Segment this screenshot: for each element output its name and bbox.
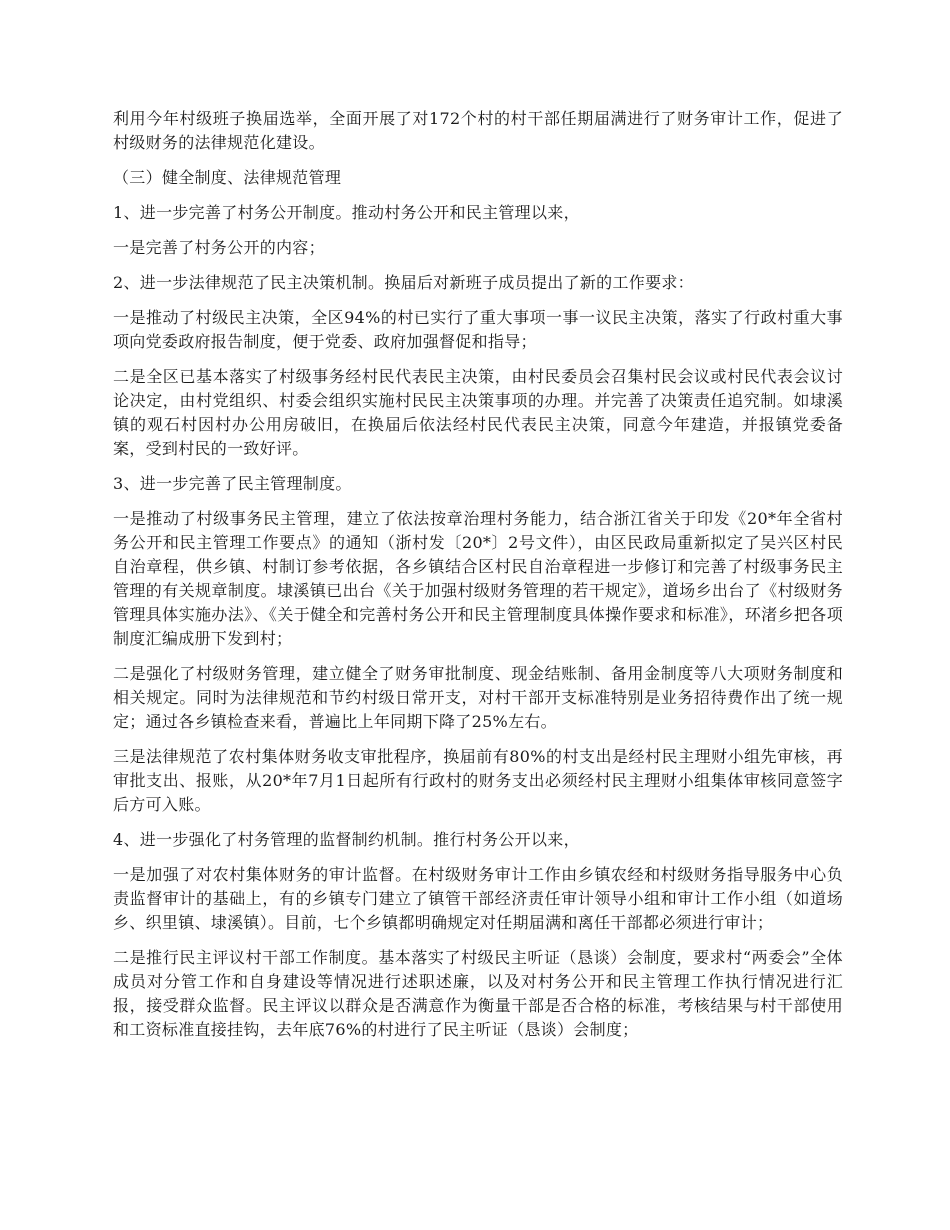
paragraph-audit-intro: 利用今年村级班子换届选举，全面开展了对172个村的村干部任期届满进行了财务审计工作，促进了村级财务的法律规范化建设。 bbox=[113, 109, 843, 152]
paragraph-item-1-point-1: 一是完善了村务公开的内容； bbox=[113, 238, 325, 257]
paragraph-item-4-point-2: 二是推行民主评议村干部工作制度。基本落实了村级民主听证（恳谈）会制度，要求村“两委会”全体成员对分管工作和自身建设等情况进行述职述廉，以及对村务公开和民主管理工作执行情况进行汇报，接受群众监督。民主评议以群众是否满意作为衡量干部是否合格的标准，考核结果与村干部使用和工资标准直接挂钩，去年底76%的村进行了民主听证（恳谈）会制度； bbox=[113, 948, 843, 1039]
paragraph-item-3-point-2: 二是强化了村级财务管理，建立健全了财务审批制度、现金结账制、备用金制度等八大项财务制度和相关规定。同时为法律规范和节约村级日常开支，对村干部开支标准特别是业务招待费作出了统一规定；通过各乡镇检查来看，普遍比上年同期下降了25%左右。 bbox=[113, 664, 843, 731]
paragraph-item-2: 2、进一步法律规范了民主决策机制。换届后对新班子成员提出了新的工作要求： bbox=[113, 273, 694, 292]
paragraph-item-3: 3、进一步完善了民主管理制度。 bbox=[113, 474, 352, 493]
paragraph-item-4: 4、进一步强化了村务管理的监督制约机制。推行村务公开以来， bbox=[113, 830, 580, 849]
paragraph-item-2-point-1: 一是推动了村级民主决策，全区94%的村已实行了重大事项一事一议民主决策，落实了行政村重大事项向党委政府报告制度，便于党委、政府加强督促和指导； bbox=[113, 308, 843, 351]
paragraph-item-4-point-1: 一是加强了对农村集体财务的审计监督。在村级财务审计工作由乡镇农经和村级财务指导服务中心负责监督审计的基础上，有的乡镇专门建立了镇管干部经济责任审计领导小组和审计工作小组（如道场乡、织里镇、埭溪镇）。目前，七个乡镇都明确规定对任期届满和离任干部都必须进行审计； bbox=[113, 865, 843, 932]
paragraph-item-3-point-3: 三是法律规范了农村集体财务收支审批程序，换届前有80%的村支出是经村民主理财小组先审核，再审批支出、报账，从20*年7月1日起所有行政村的财务支出必须经村民主理财小组集体审核同意签字后方可入账。 bbox=[113, 747, 843, 814]
section-heading-3: （三）健全制度、法律规范管理 bbox=[113, 168, 342, 187]
document-body bbox=[113, 107, 843, 1053]
paragraph-item-2-point-2: 二是全区已基本落实了村级事务经村民代表民主决策，由村民委员会召集村民会议或村民代表会议讨论决定，由村党组织、村委会组织实施村民民主决策事项的办理。并完善了决策责任追究制。如埭溪镇的观石村因村办公用房破旧，在换届后依法经村民代表民主决策，同意今年建造，并报镇党委备案，受到村民的一致好评。 bbox=[113, 367, 843, 458]
paragraph-item-1: 1、进一步完善了村务公开制度。推动村务公开和民主管理以来， bbox=[113, 203, 580, 222]
paragraph-item-3-point-1: 一是推动了村级事务民主管理，建立了依法按章治理村务能力，结合浙江省关于印发《20*年全省村务公开和民主管理工作要点》的通知（浙村发〔20*〕2号文件），由区民政局重新拟定了吴兴区村民自治章程，供乡镇、村制订参考依据，各乡镇结合区村民自治章程进一步修订和完善了村级事务民主管理的有关规章制度。埭溪镇已出台《关于加强村级财务管理的若干规定》，道场乡出台了《村级财务管理具体实施办法》、《关于健全和完善村务公开和民主管理制度具体操作要求和标准》，环渚乡把各项制度汇编成册下发到村； bbox=[113, 509, 843, 648]
